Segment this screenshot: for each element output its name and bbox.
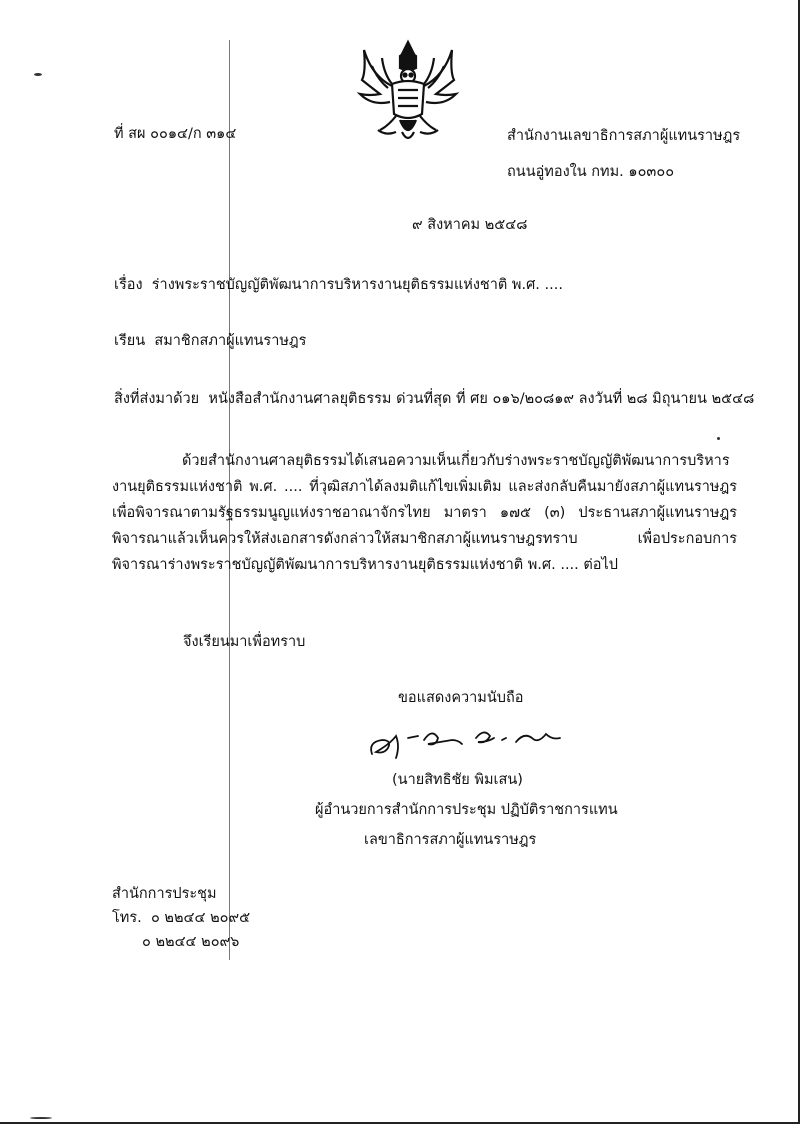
phone-number-2: ๐ ๒๒๔๔ ๒๐๙๖ <box>142 934 240 950</box>
recipient-line <box>114 329 306 352</box>
document-number: ที่ สผ ๐๐๑๔/ก ๓๑๔ <box>114 126 237 142</box>
subject-label: เรื่อง <box>114 277 143 293</box>
subject-line <box>114 273 563 296</box>
sender-org: สำนักงานเลขาธิการสภาผู้แทนราษฎร <box>507 128 741 144</box>
recipient-label: เรียน <box>114 333 146 349</box>
contact-phone-line <box>112 906 250 929</box>
signatory-name: (นายสิทธิชัย พิมเสน) <box>392 772 523 788</box>
signatory-title-2: เลขาธิการสภาผู้แทนราษฎร <box>364 832 537 848</box>
body-text: ด้วยสำนักงานศาลยุติธรรมได้เสนอความเห็นเกี่ยวกับร่างพระราชบัญญัติพัฒนาการบริหารงานยุติธรรมแห่งชาติ พ.ศ. .... ที่วุฒิสภาได้ลงมติแก้ไขเพิ่มเติม และส่งกลับคืนมายังสภาผู้แทนราษฎรเพื่อพิจารณาตามรัฐธรรมนูญแห่งราชอาณาจักรไทย มาตรา ๑๗๕ (๓) ประธานสภาผู้แทนราษฎรพิจารณาแล้วเห็นควรให้ส่งเอกสารดังกล่าวให้สมาชิกสภาผู้แทนราษฎรทราบ เพื่อประกอบการพิจารณาร่างพระราชบัญญัติพัฒนาการบริหารงานยุติธรรมแห่งชาติ พ.ศ. .... ต่อไป <box>112 453 737 573</box>
signatory-title: ผู้อำนวยการสำนักการประชุม ปฏิบัติราชการแทน <box>315 802 618 818</box>
complimentary-close: ขอแสดงความนับถือ <box>398 690 524 706</box>
subject-text: ร่างพระราชบัญญัติพัฒนาการบริหารงานยุติธรรมแห่งชาติ พ.ศ. .... <box>151 277 563 293</box>
closing-request: จึงเรียนมาเพื่อทราบ <box>183 634 306 650</box>
scan-speck <box>717 437 720 440</box>
contact-office: สำนักการประชุม <box>112 886 217 902</box>
sender-address: ถนนอู่ทองใน กทม. ๑๐๓๐๐ <box>507 164 675 180</box>
scan-speck <box>34 73 42 76</box>
garuda-emblem-icon <box>352 36 464 148</box>
enclosure-text: หนังสือสำนักงานศาลยุติธรรม ด่วนที่สุด ที่ ศย ๐๑๖/๒๐๘๑๙ ลงวันที่ ๒๘ มิถุนายน ๒๕๔๘ <box>208 391 755 407</box>
phone-label: โทร. <box>112 910 142 926</box>
enclosure-label: สิ่งที่ส่งมาด้วย <box>114 391 200 407</box>
document-date: ๙ สิงหาคม ๒๕๔๘ <box>412 217 528 233</box>
scan-speck <box>30 1117 52 1119</box>
enclosure-line <box>114 387 754 410</box>
body-paragraph <box>112 448 737 578</box>
recipient-text: สมาชิกสภาผู้แทนราษฎร <box>154 333 307 349</box>
handwritten-signature <box>366 718 566 768</box>
phone-number: ๐ ๒๒๔๔ ๒๐๙๕ <box>150 910 251 926</box>
